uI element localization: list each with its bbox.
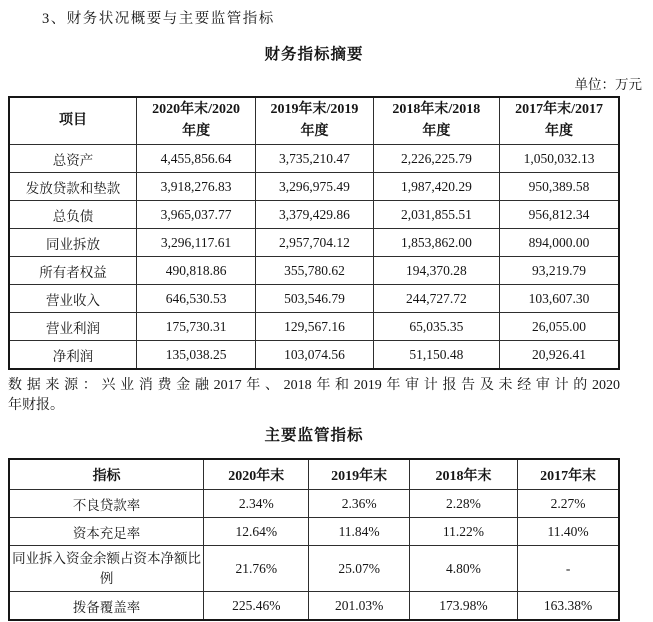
cell-value: 11.22% <box>409 518 517 546</box>
row-label: 不良贷款率 <box>9 490 204 518</box>
cell-value: 490,818.86 <box>136 257 255 285</box>
regulatory-indicators-title: 主要监管指标 <box>264 427 364 444</box>
cell-value: 950,389.58 <box>500 173 619 201</box>
row-label: 拨备覆盖率 <box>9 592 204 621</box>
cell-value: 163.38% <box>518 592 619 621</box>
header-2020-line1: 2020年末/2020 <box>152 102 241 118</box>
row-label: 发放贷款和垫款 <box>9 173 136 201</box>
cell-value: 26,055.00 <box>500 313 619 341</box>
source-note-line1: 数据来源：兴业消费金融2017年、2018年和2019年审计报告及未经审计的2020 <box>8 378 620 393</box>
financial-summary-table <box>8 96 620 370</box>
cell-value: 12.64% <box>204 518 309 546</box>
header-2018-line1: 2018年末/2018 <box>392 102 481 118</box>
cell-value: 956,812.34 <box>500 201 619 229</box>
row-label: 总负债 <box>9 201 136 229</box>
cell-value: 51,150.48 <box>373 341 499 370</box>
cell-value: 65,035.35 <box>373 313 499 341</box>
cell-value: 2,957,704.12 <box>256 229 373 257</box>
table-row-owners-equity <box>9 257 619 285</box>
cell-value: 2.27% <box>518 490 619 518</box>
header-eoy-2019: 2019年末 <box>309 459 409 490</box>
cell-value: 2.34% <box>204 490 309 518</box>
cell-value: 244,727.72 <box>373 285 499 313</box>
table-row-capital-adequacy <box>9 518 619 546</box>
cell-value: 4,455,856.64 <box>136 145 255 173</box>
table-row-operating-profit <box>9 313 619 341</box>
cell-value: 20,926.41 <box>500 341 619 370</box>
header-2017-line2: 年度 <box>545 124 574 139</box>
financial-summary-header-row <box>9 97 619 145</box>
cell-value: 3,735,210.47 <box>256 145 373 173</box>
header-2017-line1: 2017年末/2017 <box>515 102 603 118</box>
cell-value: 103,074.56 <box>256 341 373 370</box>
row-label: 资本充足率 <box>9 518 204 546</box>
table-row-operating-revenue <box>9 285 619 313</box>
header-2018-line2: 年度 <box>422 124 451 139</box>
cell-value: 201.03% <box>309 592 409 621</box>
source-note <box>8 376 620 416</box>
row-label: 营业收入 <box>9 285 136 313</box>
header-2019 <box>256 97 373 145</box>
row-label: 净利润 <box>9 341 136 370</box>
header-2019-line1: 2019年末/2019 <box>270 102 359 118</box>
header-2017 <box>500 97 619 145</box>
cell-value: 3,296,117.61 <box>136 229 255 257</box>
cell-value: 2.36% <box>309 490 409 518</box>
section-heading: 3、财务状况概要与主要监管指标 <box>42 11 275 27</box>
cell-value: 355,780.62 <box>256 257 373 285</box>
regulatory-header-row <box>9 459 619 490</box>
header-2020 <box>136 97 255 145</box>
row-label: 营业利润 <box>9 313 136 341</box>
cell-value: 129,567.16 <box>256 313 373 341</box>
cell-value: 11.84% <box>309 518 409 546</box>
cell-value: 894,000.00 <box>500 229 619 257</box>
cell-value: 25.07% <box>309 546 409 592</box>
header-2018 <box>373 97 499 145</box>
cell-value: 3,296,975.49 <box>256 173 373 201</box>
row-label: 总资产 <box>9 145 136 173</box>
table-row-net-profit <box>9 341 619 370</box>
cell-value: 103,607.30 <box>500 285 619 313</box>
cell-value: 135,038.25 <box>136 341 255 370</box>
cell-value: 1,853,862.00 <box>373 229 499 257</box>
header-2020-line2: 年度 <box>182 124 211 139</box>
cell-value: 2,226,225.79 <box>373 145 499 173</box>
regulatory-indicators-table <box>8 458 620 621</box>
table-row-total-assets <box>9 145 619 173</box>
header-eoy-2018: 2018年末 <box>409 459 517 490</box>
cell-value: 1,050,032.13 <box>500 145 619 173</box>
table-row-interbank-borrowing-ratio <box>9 546 619 592</box>
table-row-interbank-placements <box>9 229 619 257</box>
header-eoy-2017: 2017年末 <box>518 459 619 490</box>
cell-value: 1,987,420.29 <box>373 173 499 201</box>
cell-value: 93,219.79 <box>500 257 619 285</box>
header-eoy-2020: 2020年末 <box>204 459 309 490</box>
table-row-total-liabilities <box>9 201 619 229</box>
header-indicator: 指标 <box>9 459 204 490</box>
cell-value: 3,965,037.77 <box>136 201 255 229</box>
cell-value: 173.98% <box>409 592 517 621</box>
cell-value: 3,379,429.86 <box>256 201 373 229</box>
unit-label: 单位：万元 <box>574 77 642 92</box>
cell-value: 225.46% <box>204 592 309 621</box>
cell-value: 2.28% <box>409 490 517 518</box>
cell-value: 2,031,855.51 <box>373 201 499 229</box>
cell-value: 175,730.31 <box>136 313 255 341</box>
table-row-provision-coverage <box>9 592 619 621</box>
source-note-line2: 年财报。 <box>8 398 64 413</box>
cell-value: 3,918,276.83 <box>136 173 255 201</box>
cell-value: 503,546.79 <box>256 285 373 313</box>
table-row-loans-advances <box>9 173 619 201</box>
cell-value: 194,370.28 <box>373 257 499 285</box>
financial-summary-title: 财务指标摘要 <box>264 46 364 63</box>
header-item: 项目 <box>9 97 136 145</box>
cell-value: 21.76% <box>204 546 309 592</box>
row-label: 所有者权益 <box>9 257 136 285</box>
cell-value: 11.40% <box>518 518 619 546</box>
page-content <box>8 42 642 621</box>
cell-value: 646,530.53 <box>136 285 255 313</box>
row-label: 同业拆放 <box>9 229 136 257</box>
header-2019-line2: 年度 <box>300 124 329 139</box>
unit-row <box>8 73 642 93</box>
cell-value: - <box>518 546 619 592</box>
row-label: 同业拆入资金余额占资本净额比例 <box>9 546 204 592</box>
cell-value: 4.80% <box>409 546 517 592</box>
table-row-npl-ratio <box>9 490 619 518</box>
